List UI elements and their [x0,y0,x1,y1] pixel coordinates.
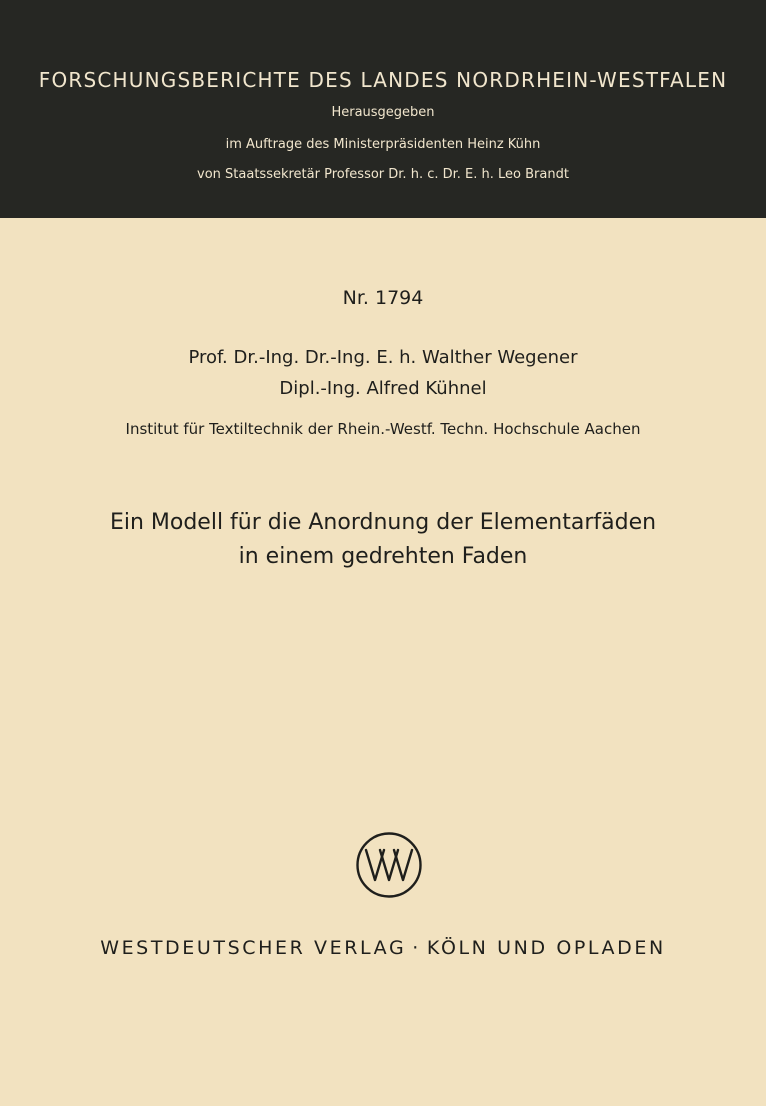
institute: Institut für Textiltechnik der Rhein.-Westf. Techn. Hochschule Aachen [125,420,641,438]
author-1: Prof. Dr.-Ing. Dr.-Ing. E. h. Walther Wegener [188,347,578,368]
publisher-line [0,934,766,962]
editor-line-1: Herausgegeben [331,105,435,120]
publisher-location: KÖLN UND OPLADEN [426,937,666,959]
report-number: Nr. 1794 [342,287,424,309]
publisher-separator: · [412,937,421,959]
publisher-name: WESTDEUTSCHER VERLAG [100,937,407,959]
publisher-logo-icon [355,831,423,899]
publisher-logo-svg [355,831,423,899]
book-title-line-2: in einem gedrehten Faden [238,544,528,569]
editor-line-3: von Staatssekretär Professor Dr. h. c. Dr. E. h. Leo Brandt [197,167,569,182]
series-header-band [0,0,766,218]
editor-line-2: im Auftrage des Ministerpräsidenten Heinz Kühn [225,137,541,152]
series-title: FORSCHUNGSBERICHTE DES LANDES NORDRHEIN-WESTFALEN [38,68,728,92]
book-title-line-1: Ein Modell für die Anordnung der Elementarfäden [109,510,657,535]
author-2: Dipl.-Ing. Alfred Kühnel [279,378,487,399]
